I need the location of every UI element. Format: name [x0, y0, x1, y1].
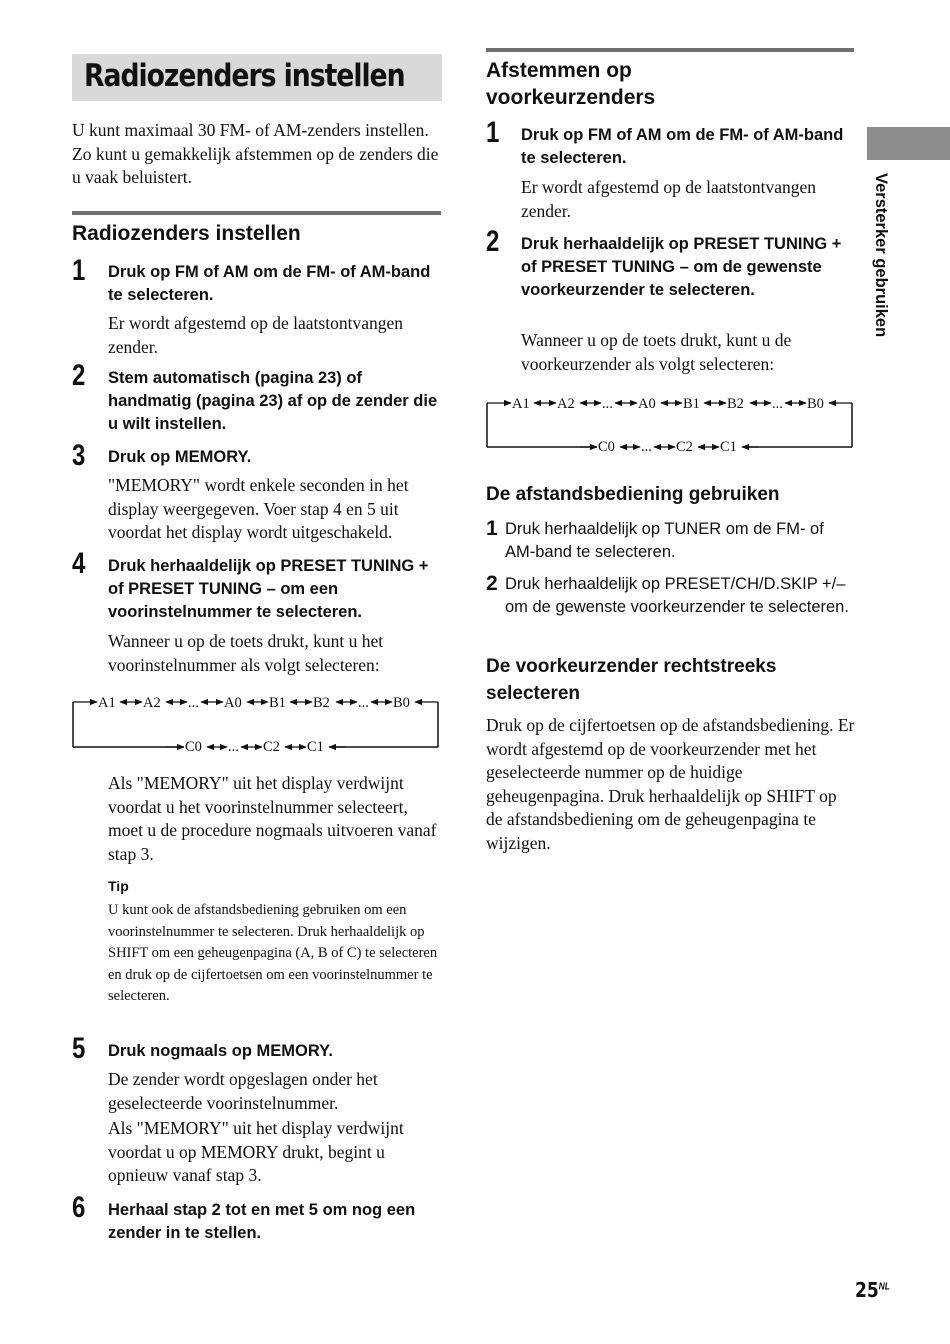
chapter-label-text: Versterker gebruiken — [872, 173, 890, 338]
step-number: 2 — [486, 572, 498, 595]
step-note: Er wordt afgestemd op de laatstontvangen zender. — [108, 313, 403, 357]
section-heading-right: Afstemmen op voorkeurzenders — [486, 59, 656, 109]
preset-label: C0 — [185, 739, 202, 752]
preset-label: B2 — [727, 396, 744, 412]
step-note: Er wordt afgestemd op de laatstontvangen zender. — [521, 177, 816, 221]
chapter-tab — [867, 127, 950, 160]
step-note: "MEMORY" wordt enkele seconden in het display weergegeven. Voer stap 4 en 5 uit voordat het display wordt uitgeschakeld. — [108, 475, 409, 542]
preset-label: C1 — [307, 739, 324, 752]
step-note: Als "MEMORY" uit het display verdwijnt voordat u het voorinstelnummer selecteert, moet u de procedure nogmaals uitvoeren vanaf stap 3. — [108, 773, 437, 864]
preset-label: A1 — [512, 396, 530, 412]
step-instruction: Druk herhaaldelijk op PRESET TUNING + of PRESET TUNING – om een voorinstelnummer te selecteren. — [108, 557, 429, 621]
step-instruction: Druk op FM of AM om de FM- of AM-band te selecteren. — [521, 126, 844, 167]
preset-label: A2 — [557, 396, 575, 412]
step-instruction: Druk nogmaals op MEMORY. — [108, 1042, 333, 1060]
preset-label: B0 — [807, 396, 824, 412]
preset-label: B0 — [393, 695, 410, 711]
step-number: 4 — [72, 547, 86, 580]
preset-cycle-diagram — [484, 391, 858, 453]
preset-cycle-diagram — [70, 690, 444, 752]
preset-label: ... — [602, 396, 613, 412]
chapter-label — [871, 173, 895, 383]
step-number: 3 — [72, 439, 86, 472]
preset-label: C0 — [598, 439, 615, 453]
step-instruction: Druk op FM of AM om de FM- of AM-band te selecteren. — [108, 263, 431, 304]
preset-label: ... — [188, 695, 199, 711]
preset-label: C2 — [676, 439, 693, 453]
preset-label: A0 — [638, 396, 656, 412]
page-number-suffix: NL — [878, 1281, 891, 1293]
step-note: Wanneer u op de toets drukt, kunt u de voorkeurzender als volgt selecteren: — [521, 330, 792, 374]
step-note: Als "MEMORY" uit het display verdwijnt voordat u op MEMORY drukt, begint u opnieuw vanaf stap 3. — [108, 1118, 404, 1185]
step-instruction: Druk op MEMORY. — [108, 448, 252, 466]
step-number: 1 — [486, 116, 500, 149]
step-instruction: Druk herhaaldelijk op PRESET/CH/D.SKIP +/– om de gewenste voorkeurzender te selecteren. — [505, 575, 849, 616]
step-number: 2 — [486, 225, 500, 258]
preset-label: B1 — [269, 695, 286, 711]
step-note: Wanneer u op de toets drukt, kunt u het voorinstelnummer als volgt selecteren: — [108, 631, 384, 675]
preset-label: C1 — [720, 439, 737, 453]
step-number: 5 — [72, 1032, 86, 1065]
preset-label: A0 — [224, 695, 242, 711]
tip-label: Tip — [108, 878, 129, 894]
preset-label: ... — [358, 695, 369, 711]
preset-label: A1 — [98, 695, 116, 711]
body-paragraph: Druk op de cijfertoetsen op de afstandsbediening. Er wordt afgestemd op de voorkeurzender met het geselecteerde nummer op de huidige geheugenpagina. Druk herhaaldelijk op SHIFT op de afstandsbediening om de geheugenpagina te wijzigen. — [486, 715, 855, 853]
preset-label: C2 — [263, 739, 280, 752]
step-number: 6 — [72, 1191, 86, 1224]
step-number: 1 — [486, 517, 498, 540]
preset-label: ... — [228, 739, 239, 752]
page-number-value: 25 — [855, 1278, 879, 1302]
step-instruction: Druk herhaaldelijk op TUNER om de FM- of AM-band te selecteren. — [505, 520, 824, 561]
section-heading-left: Radiozenders instellen — [72, 222, 301, 245]
subsection-heading: De voorkeurzender rechtstreeks selecteren — [486, 656, 777, 704]
page-title-box — [72, 54, 442, 101]
step-instruction: Druk herhaaldelijk op PRESET TUNING + of PRESET TUNING – om de gewenste voorkeurzender te selecteren. — [521, 235, 842, 299]
section-rule-left — [72, 211, 441, 215]
step-number: 2 — [72, 359, 86, 392]
preset-label: B1 — [683, 396, 700, 412]
preset-label: ... — [772, 396, 783, 412]
page-title: Radiozenders instellen — [84, 58, 405, 94]
tip-text: U kunt ook de afstandsbediening gebruiken om een voorinstelnummer te selecteren. Druk herhaaldelijk op SHIFT om een geheugenpagina (A, B of C) te selecteren en druk op de cijfertoetsen om een voorinstelnummer te selecteren. — [108, 902, 438, 1004]
step-instruction: Herhaal stap 2 tot en met 5 om nog een zender in te stellen. — [108, 1201, 416, 1242]
intro-text: U kunt maximaal 30 FM- of AM-zenders instellen. Zo kunt u gemakkelijk afstemmen op de zenders die u vaak beluistert. — [72, 120, 439, 187]
step-note: De zender wordt opgeslagen onder het geselecteerde voorinstelnummer. — [108, 1069, 378, 1113]
preset-label: B2 — [313, 695, 330, 711]
subsection-heading: De afstandsbediening gebruiken — [486, 484, 780, 505]
step-number: 1 — [72, 254, 86, 287]
step-instruction: Stem automatisch (pagina 23) of handmatig (pagina 23) af op de zender die u wilt instellen. — [108, 369, 438, 433]
preset-label: ... — [641, 439, 652, 453]
preset-label: A2 — [143, 695, 161, 711]
section-rule-right — [486, 48, 854, 52]
page-number — [855, 1278, 890, 1302]
